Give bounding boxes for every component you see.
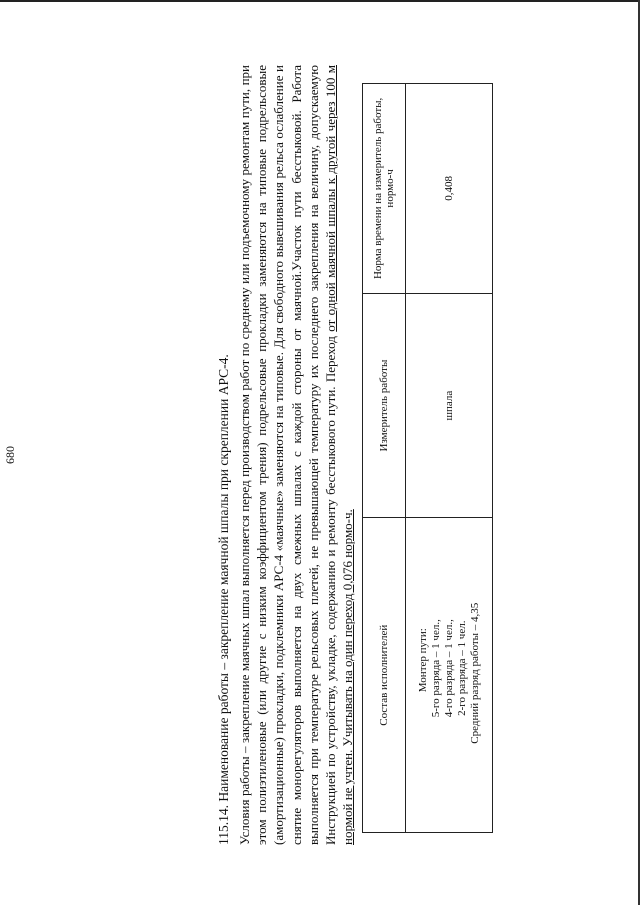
cell-norm: 0,408 (406, 84, 493, 294)
crew-line-1: 5-го разряда – 1 чел., (429, 619, 442, 718)
table-row (406, 84, 493, 833)
header-crew: Состав исполнителей (363, 518, 406, 833)
rotated-document-page (3, 65, 481, 845)
cell-unit: шпала (406, 293, 493, 518)
table-header-row (363, 84, 406, 833)
cell-crew (406, 518, 493, 833)
paragraph-text: Условия работы – закрепление маячных шпал выполняется перед производством работ по среднему или подъемочному ремонтам пути, при этом полиэтиленовые (или другие с низким коэффициентом трения) подрельсовые прокладки заменяются на типовые подрельсовые (амортизационные) прокладки, подклемники АРС-4 «маячные» заменяются на типовые. Для свободного вывешивания рельса ослабление и снятие монорегуляторов выполняется на двух смежных шпалах с каждой стороны от маячной.Участок пути бесстыковой. Работа выполняется при температуре рельсовых плетей, не превышающей температуру их последнего закрепления на величину, допускаемую Инструкцией по устройству, укладке, содержанию и ремонту бесстыкового пути. Переход (237, 65, 339, 845)
header-unit: Измеритель работы (363, 293, 406, 518)
header-norm: Норма времени на измеритель работы, нормо-ч (363, 84, 406, 294)
page-number: 680 (3, 446, 17, 464)
paragraph-underlined-text: от одной маячной шпалы к другой через 100 м нормой не учтен. Учитывать на один переход 0,076 нормо-ч. (323, 65, 356, 845)
crew-line-2: 4-го разряда – 1 чел., (442, 619, 455, 718)
crew-title: Монтер пути: (416, 628, 429, 693)
norms-table (362, 83, 493, 833)
scan-border-top (0, 0, 640, 2)
work-conditions-paragraph (236, 65, 356, 845)
section-heading: 115.14. Наименование работы – закрепление маячной шпалы при скреплении АРС-4. (216, 354, 231, 845)
crew-average: Средний разряд работы – 4,35 (468, 602, 481, 744)
crew-line-3: 2-го разряда – 1 чел. (455, 620, 468, 716)
